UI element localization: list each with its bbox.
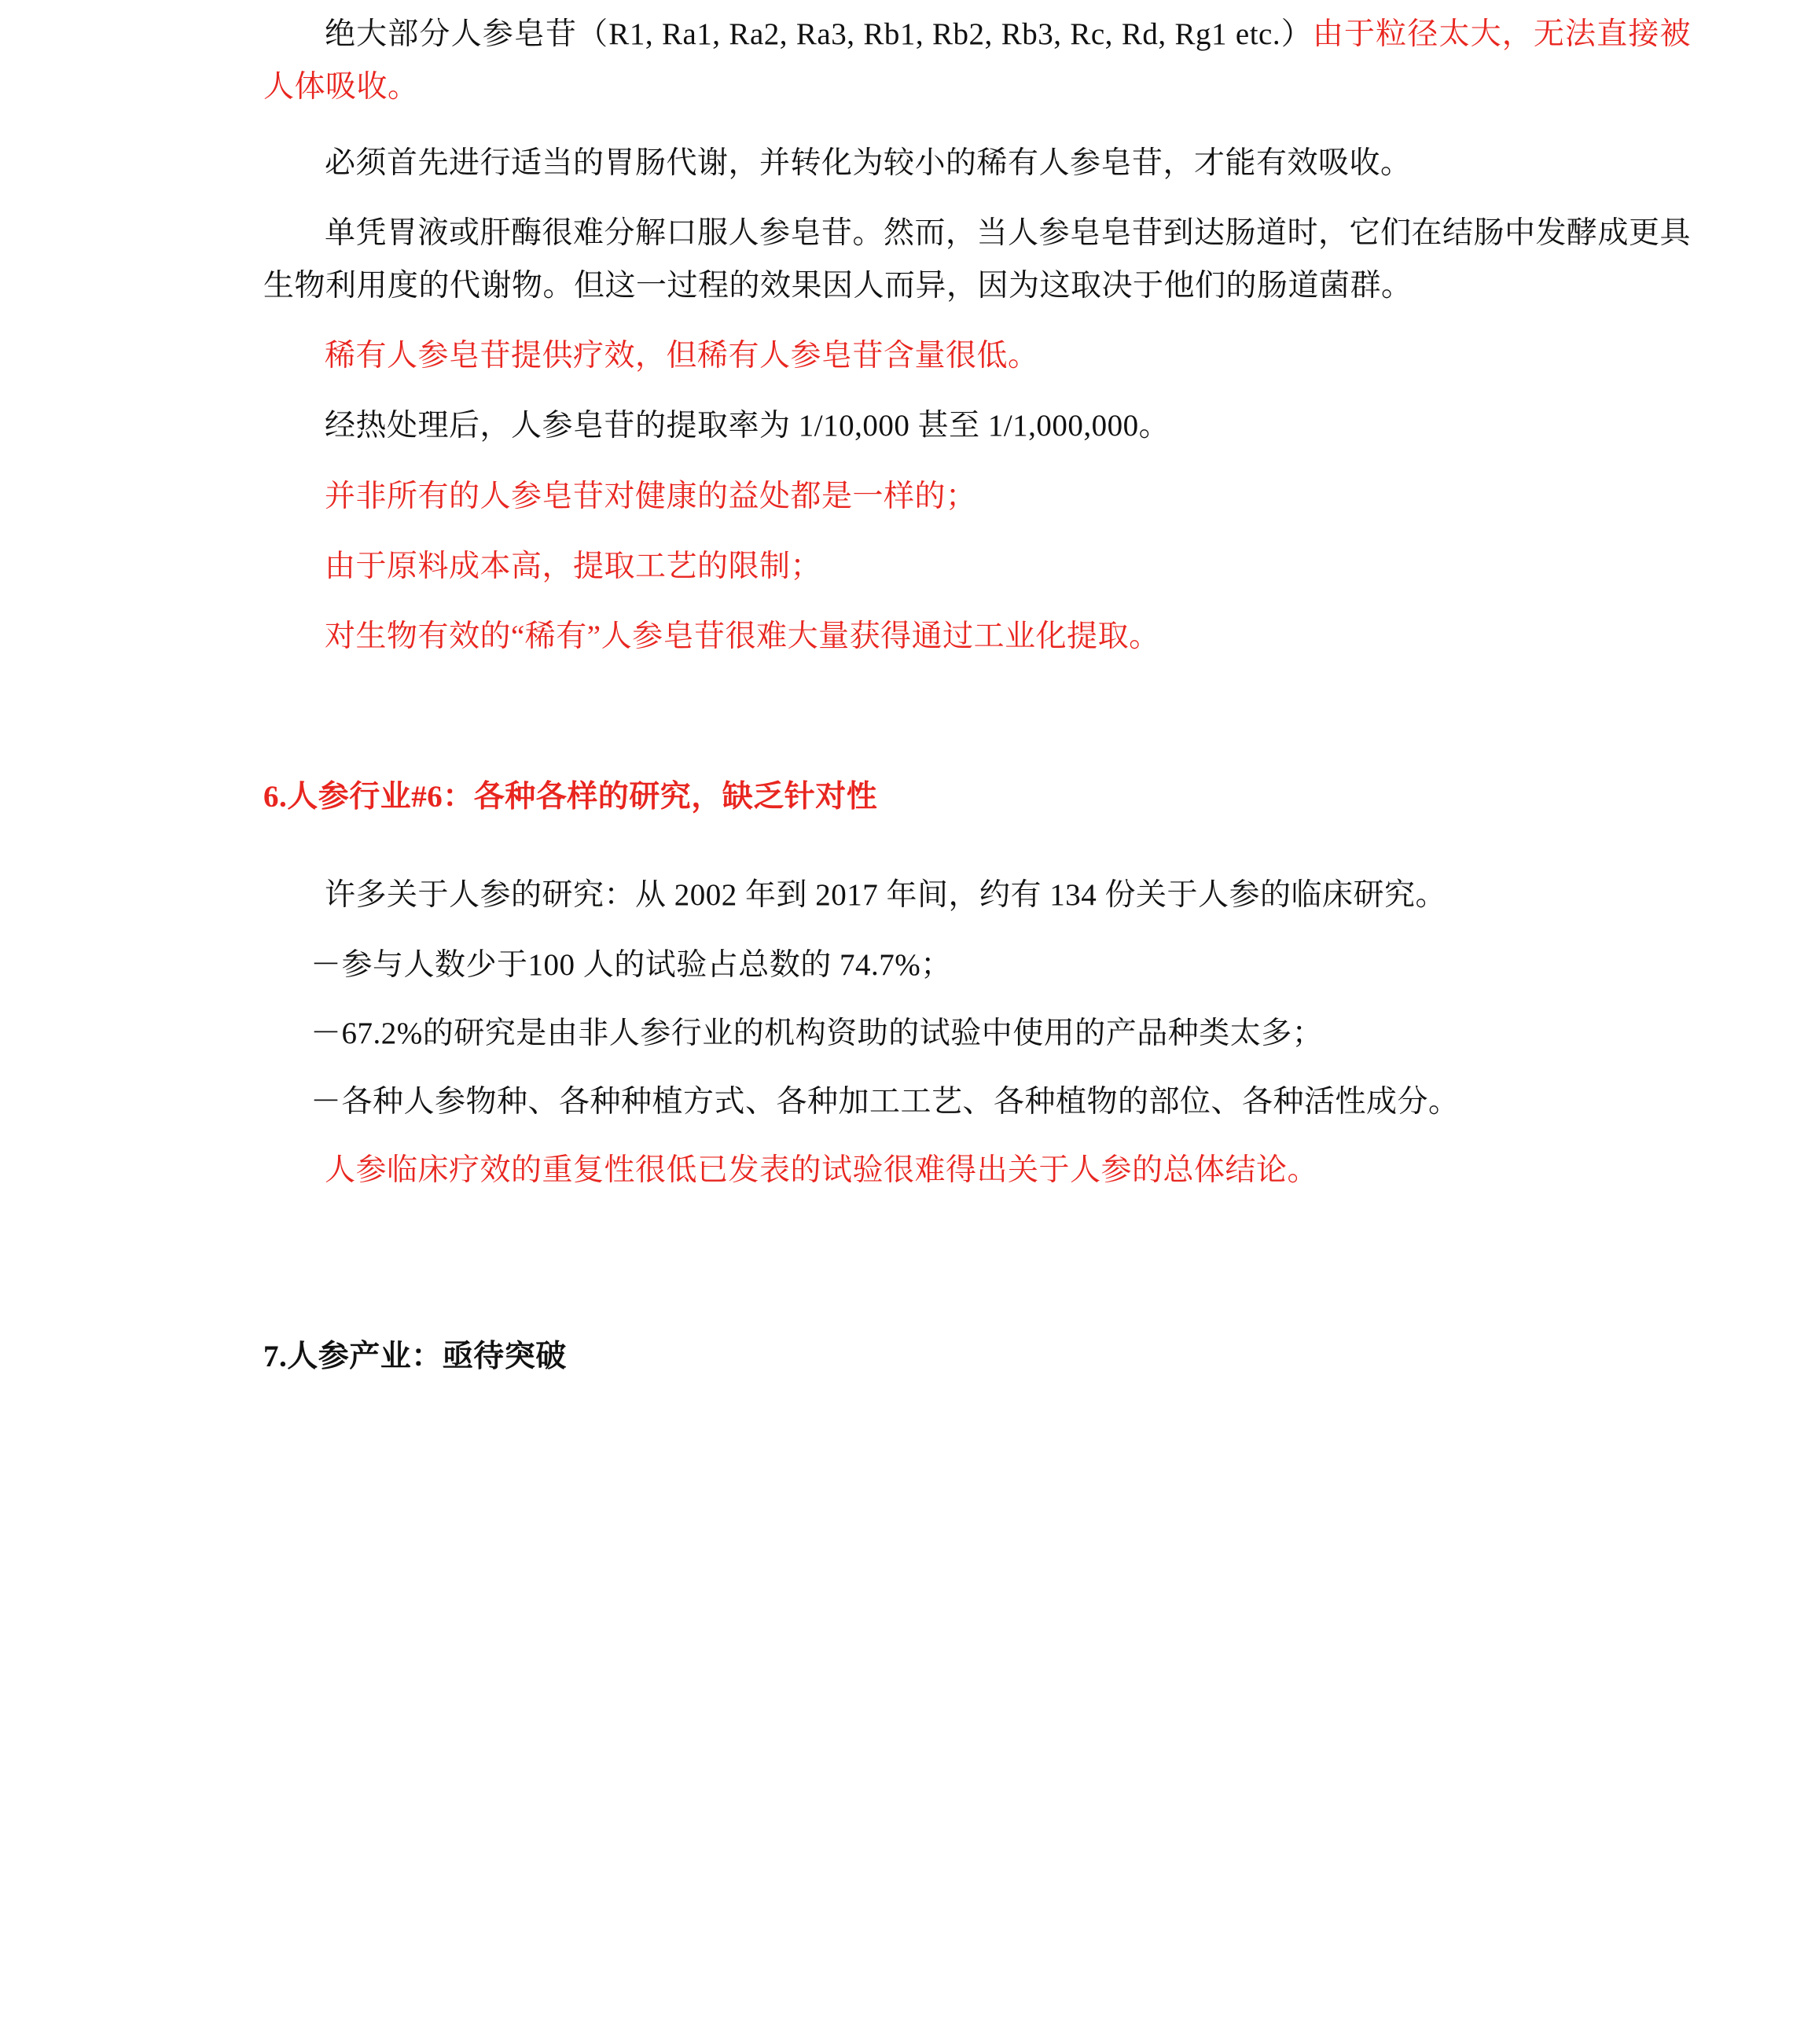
paragraph-rare-ginsenoside-low: 稀有人参皂苷提供疗效，但稀有人参皂苷含量很低。 xyxy=(325,339,1039,373)
section-6-conclusion: 人参临床疗效的重复性很低已发表的试验很难得出关于人参的总体结论。 xyxy=(325,1153,1319,1188)
section-7-heading: 7.人参产业：亟待突破 xyxy=(263,1339,567,1373)
paragraph-gut-flora: 单凭胃液或肝酶很难分解口服人参皂苷。然而，当人参皂皂苷到达肠道时，它们在结肠中发酵成更具生物利用度的代谢物。但这一过程的效果因人而异，因为这取决于他们的肠道菌群。 xyxy=(263,216,1692,303)
paragraph-not-all-equal: 并非所有的人参皂苷对健康的益处都是一样的； xyxy=(325,479,977,513)
paragraph-cost-limits: 由于原料成本高，提取工艺的限制； xyxy=(325,549,822,583)
heading-spacer xyxy=(263,822,1691,869)
list-item: －67.2%的研究是由非人参行业的机构资助的试验中使用的产品种类太多； xyxy=(310,1016,1324,1051)
paragraph-hard-to-obtain: 对生物有效的“稀有”人参皂苷很难大量获得通过工业化提取。 xyxy=(325,619,1160,653)
list-item: －各种人参物种、各种种植方式、各种加工工艺、各种植物的部位、各种活性成分。 xyxy=(310,1085,1460,1119)
section-6-intro: 许多关于人参的研究：从 2002 年到 2017 年间，约有 134 份关于人参的临床研究。 xyxy=(325,878,1447,913)
paragraph-text-red: 由于粒径太大，无法直接被人体吸收。 xyxy=(263,17,1691,105)
list-item: －参与人数少于100 人的试验占总数的 74.7%； xyxy=(310,948,952,983)
section-6-heading: 6.人参行业#6：各种各样的研究，缺乏针对性 xyxy=(263,779,878,814)
section-6-bullet-list xyxy=(263,939,1691,1128)
paragraph-metabolism: 必须首先进行适当的胃肠代谢，并转化为较小的稀有人参皂苷，才能有效吸收。 xyxy=(325,146,1412,181)
section-spacer xyxy=(263,680,1691,773)
paragraph-ginsenoside-absorption xyxy=(263,8,1691,113)
paragraph-extraction-rate: 经热处理后，人参皂苷的提取率为 1/10,000 甚至 1/1,000,000。 xyxy=(325,409,1170,443)
section-7-spacer xyxy=(263,1215,1691,1333)
paragraph-text-black: 绝大部分人参皂苷（R1, Ra1, Ra2, Ra3, Rb1, Rb2, Rb3, Rc, Rd, Rg1 etc.） xyxy=(325,17,1313,51)
